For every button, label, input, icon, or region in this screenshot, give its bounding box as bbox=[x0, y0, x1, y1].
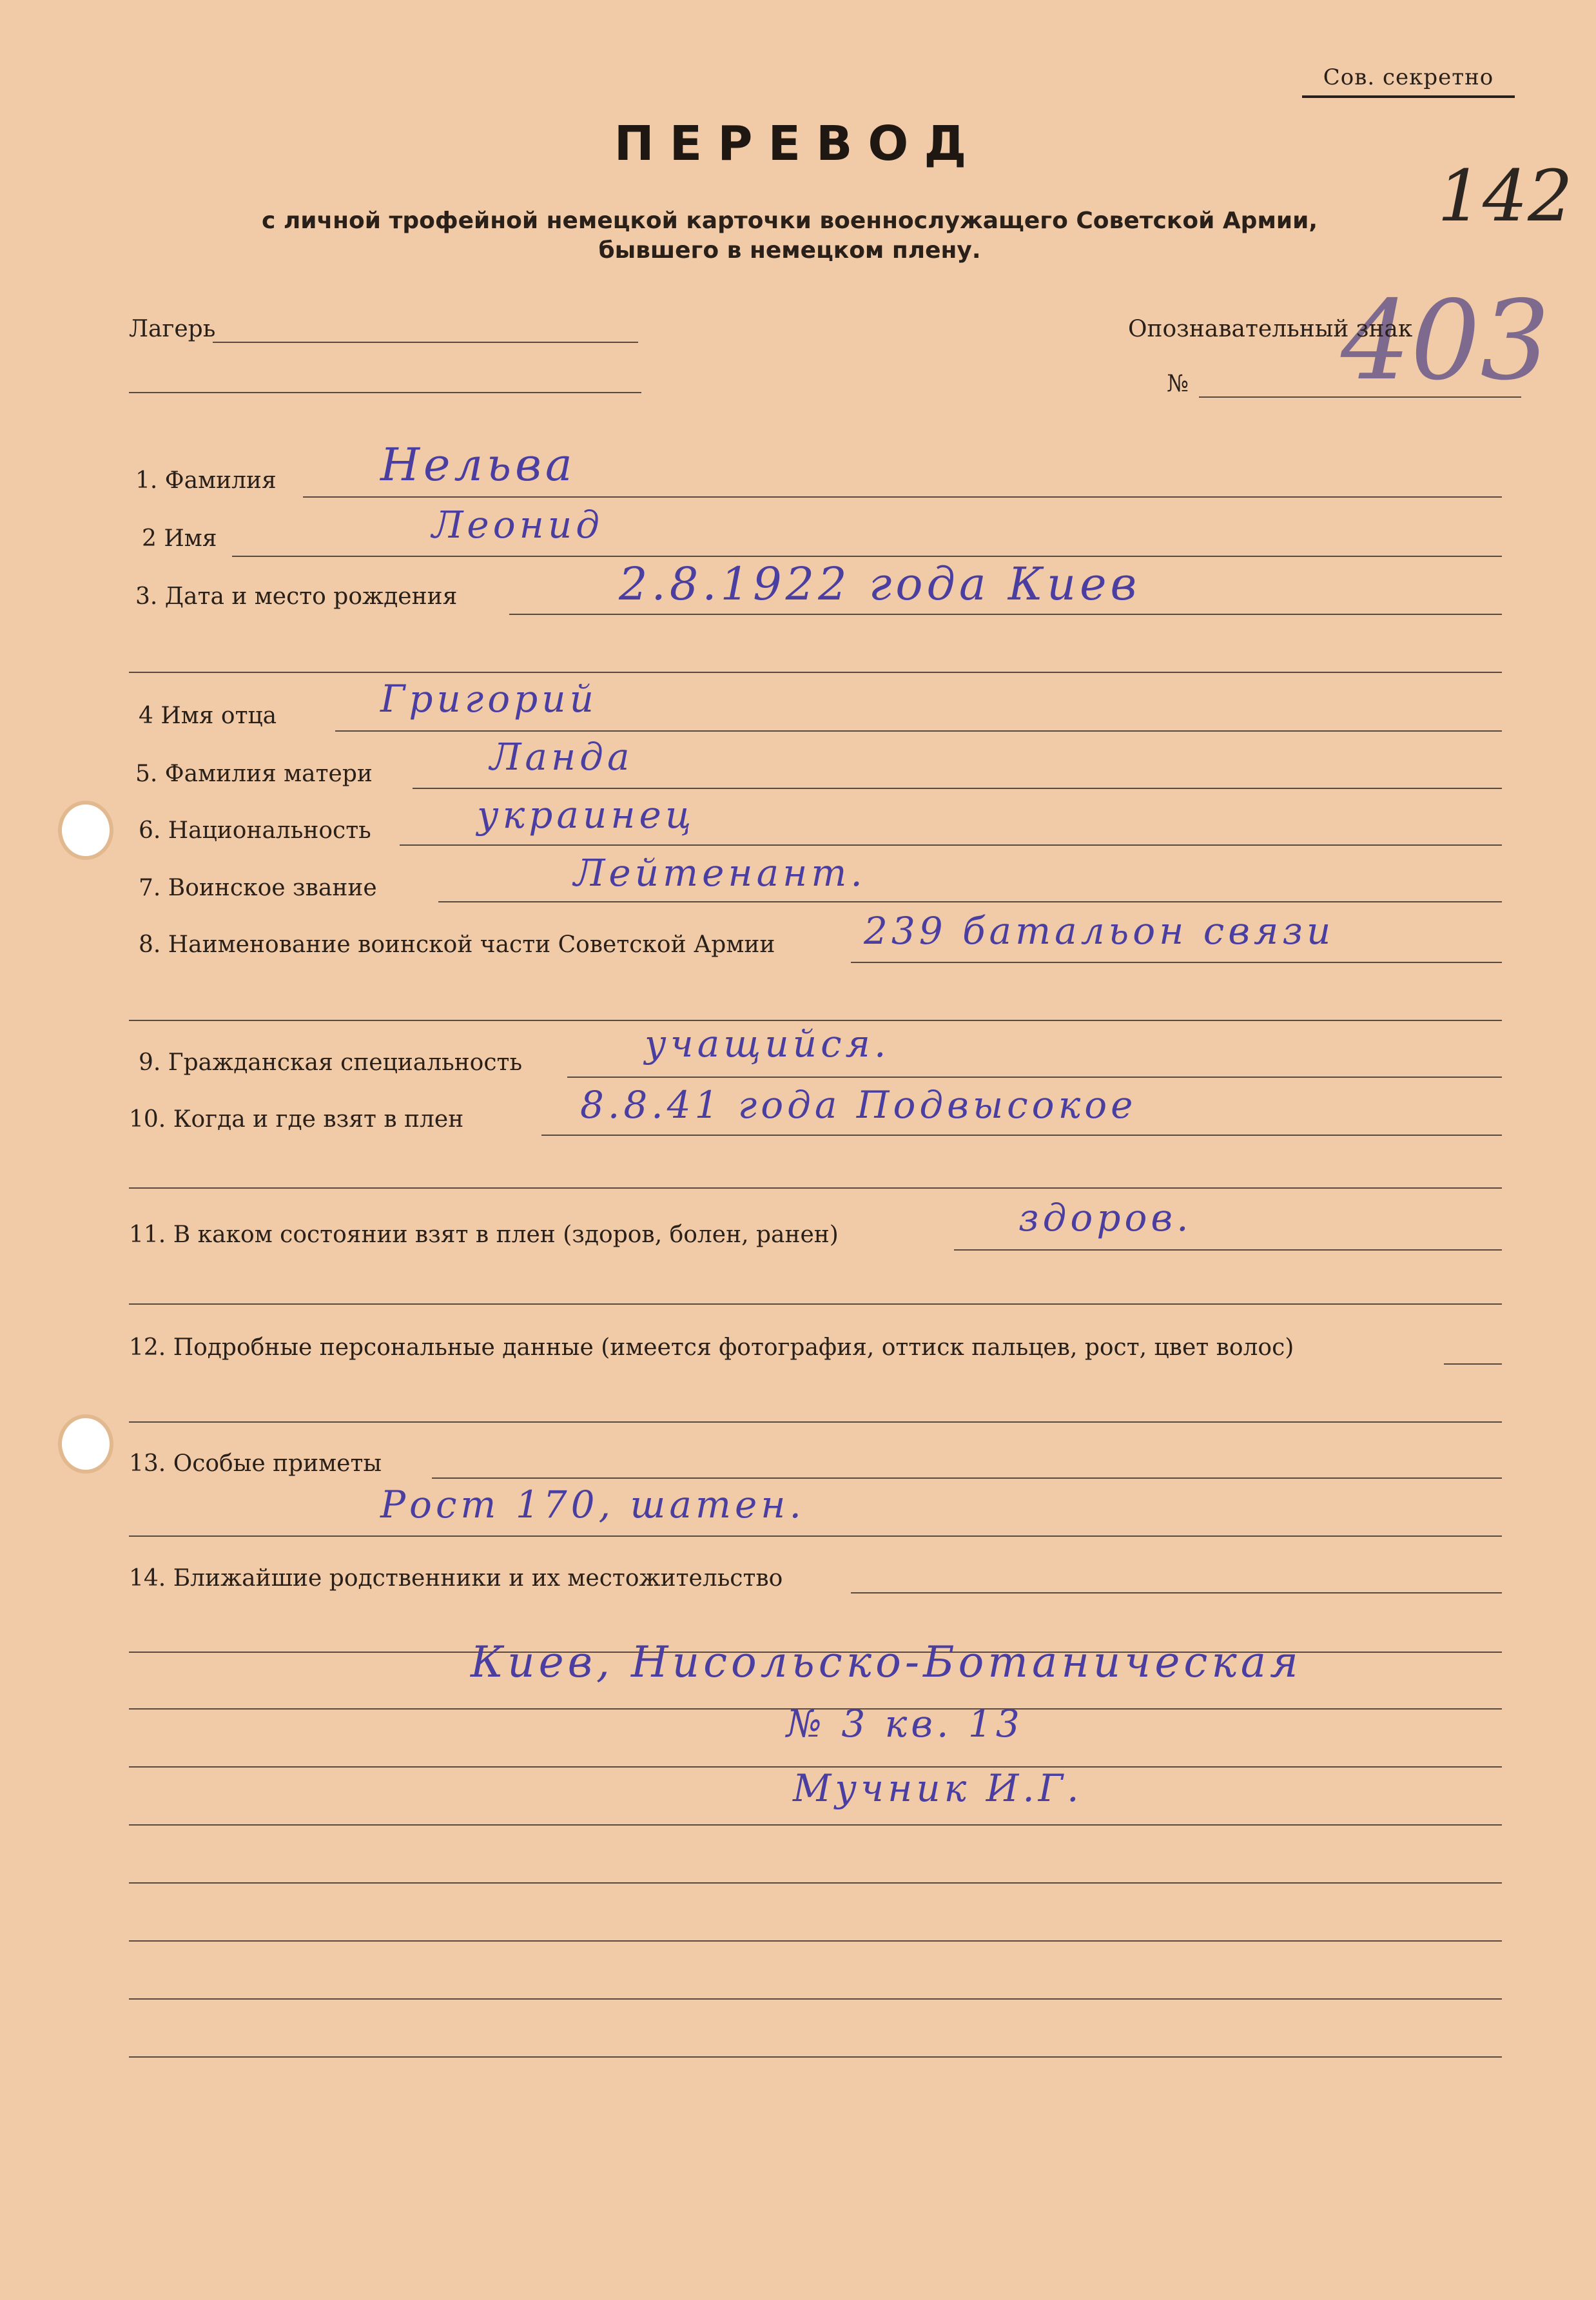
field-10-line bbox=[541, 1135, 1502, 1136]
field-12-label: 12. Подробные персональные данные (имеется фотография, оттиск пальцев, рост, цвет волос) bbox=[129, 1334, 1294, 1361]
relatives-apartment: № 3 кв. 13 bbox=[786, 1702, 1024, 1746]
camp-label: Лагерь bbox=[129, 316, 216, 342]
id-tag-label: Опознавательный знак bbox=[1128, 316, 1413, 342]
number-label: № bbox=[1167, 371, 1189, 397]
field-12-line-2 bbox=[129, 1421, 1502, 1423]
field-10-line-2 bbox=[129, 1187, 1502, 1189]
field-6-value: украинец bbox=[477, 793, 696, 837]
field-8-value: 239 батальон связи bbox=[864, 909, 1335, 953]
field-11-value: здоров. bbox=[1018, 1196, 1192, 1240]
field-7-label: 7. Воинское звание bbox=[139, 875, 377, 901]
archive-number: 142 bbox=[1437, 155, 1573, 237]
field-7-value: Лейтенант. bbox=[574, 851, 866, 895]
field-4-line bbox=[335, 730, 1502, 732]
field-5-label: 5. Фамилия матери bbox=[135, 761, 373, 787]
punch-hole-upper bbox=[62, 804, 110, 856]
number-line bbox=[1199, 396, 1521, 398]
field-11-line bbox=[954, 1249, 1502, 1251]
punch-hole-lower bbox=[62, 1418, 110, 1470]
field-11-label: 11. В каком состоянии взят в плен (здоров, болен, ранен) bbox=[129, 1222, 839, 1248]
field-7-line bbox=[438, 901, 1502, 902]
relatives-line-6 bbox=[129, 1940, 1502, 1942]
field-6-line bbox=[400, 844, 1502, 846]
relatives-name: Мучник И.Г. bbox=[793, 1766, 1083, 1810]
field-2-value: Леонид bbox=[432, 503, 603, 547]
field-3-label: 3. Дата и место рождения bbox=[135, 583, 458, 610]
subtitle-line-2: бывшего в немецком плену. bbox=[598, 237, 981, 264]
field-8-label: 8. Наименование воинской части Советской Армии bbox=[139, 931, 775, 958]
field-14-label: 14. Ближайшие родственники и их местожительство bbox=[129, 1565, 783, 1592]
field-10-label: 10. Когда и где взят в плен bbox=[129, 1106, 464, 1133]
relatives-line-8 bbox=[129, 2056, 1502, 2058]
field-1-value: Нельва bbox=[380, 438, 576, 491]
field-11-line-2 bbox=[129, 1303, 1502, 1305]
field-3-line bbox=[509, 614, 1502, 615]
field-8-line bbox=[851, 962, 1502, 963]
archive-mark: 403 bbox=[1341, 277, 1550, 405]
field-3-line-2 bbox=[129, 672, 1502, 673]
field-9-label: 9. Гражданская специальность bbox=[139, 1049, 523, 1076]
field-1-line bbox=[303, 496, 1502, 498]
field-8-line-2 bbox=[129, 1020, 1502, 1021]
field-14-line bbox=[851, 1592, 1502, 1593]
field-4-label: 4 Имя отца bbox=[139, 703, 277, 729]
field-5-line bbox=[413, 788, 1502, 789]
field-2-label: 2 Имя bbox=[142, 525, 217, 552]
field-1-label: 1. Фамилия bbox=[135, 467, 277, 494]
relatives-line-7 bbox=[129, 1998, 1502, 2000]
field-9-line bbox=[567, 1077, 1502, 1078]
field-13-label: 13. Особые приметы bbox=[129, 1450, 382, 1477]
classification-stamp: Сов. секретно bbox=[1302, 64, 1515, 98]
field-6-label: 6. Национальность bbox=[139, 817, 371, 844]
field-2-line bbox=[232, 556, 1502, 557]
relatives-address: Киев, Нисольско-Ботаническая bbox=[471, 1637, 1302, 1687]
document-title: ПЕРЕВОД bbox=[614, 116, 982, 171]
field-10-value: 8.8.41 года Подвысокое bbox=[580, 1083, 1137, 1127]
field-13-line-2 bbox=[129, 1535, 1502, 1537]
field-12-line bbox=[1444, 1363, 1502, 1365]
field-13-value: Рост 170, шатен. bbox=[380, 1483, 805, 1526]
camp-line-2 bbox=[129, 392, 641, 393]
field-4-value: Григорий bbox=[380, 677, 598, 721]
document-subtitle bbox=[193, 206, 1386, 266]
camp-line-1 bbox=[213, 342, 638, 343]
subtitle-line-1: с личной трофейной немецкой карточки военнослужащего Советской Армии, bbox=[261, 208, 1318, 234]
field-13-line bbox=[432, 1477, 1502, 1479]
relatives-line-5 bbox=[129, 1882, 1502, 1884]
field-5-value: Ланда bbox=[490, 735, 634, 779]
relatives-line-4 bbox=[129, 1824, 1502, 1826]
field-9-value: учащийся. bbox=[645, 1022, 890, 1066]
field-3-value: 2.8.1922 года Киев bbox=[619, 558, 1141, 610]
